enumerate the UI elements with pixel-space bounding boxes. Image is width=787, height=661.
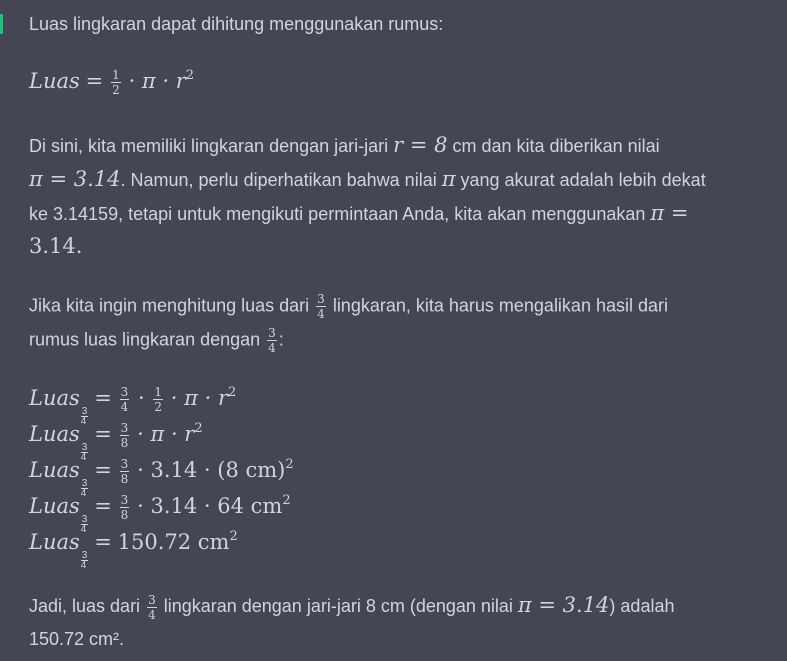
- para3-line1: [29, 293, 668, 320]
- conclusion-line2: 150.72 cm².: [29, 629, 125, 649]
- sub-num: 3: [81, 514, 88, 525]
- frac-num: 3: [120, 384, 129, 399]
- frac-den: 8: [120, 471, 129, 486]
- eq-exponent: 2: [194, 421, 203, 436]
- intro-text: Luas lingkaran dapat dihitung menggunakan rumus:: [29, 14, 444, 34]
- frac-num: 1: [154, 384, 162, 399]
- para2-line3: [29, 201, 689, 226]
- eq-equals: =: [94, 386, 112, 410]
- math-r: r = 8: [393, 133, 448, 157]
- text: cm dan kita diberikan nilai: [447, 136, 660, 156]
- eq-lhs: Luas: [29, 386, 80, 410]
- formula-area: [29, 68, 194, 96]
- eq-exponent: 2: [229, 529, 238, 544]
- sub-num: 3: [81, 478, 88, 489]
- eq-rest: · 3.14 · 64 cm: [137, 494, 283, 518]
- sub-num: 3: [81, 406, 88, 417]
- text: Di sini, kita memiliki lingkaran dengan jari-jari: [29, 136, 394, 156]
- para2-line1: [29, 133, 660, 158]
- text: ) adalah: [609, 596, 675, 616]
- eq-lhs: Luas: [29, 530, 80, 554]
- frac-den: 2: [154, 399, 162, 414]
- equation-row-3: [29, 457, 294, 498]
- eq-equals: =: [94, 458, 112, 482]
- text: lingkaran, kita harus mengalikan hasil dari: [327, 295, 668, 316]
- frac-num: 1: [112, 67, 120, 82]
- text: . Namun, perlu diperhatikan bahwa nilai: [120, 170, 442, 190]
- eq-equals: =: [94, 530, 112, 554]
- frac-den: 8: [120, 507, 129, 522]
- frac-num: 3: [317, 292, 325, 306]
- eq-lhs: Luas: [29, 422, 80, 446]
- frac-num: 3: [120, 492, 129, 507]
- eq-subscript: [81, 551, 89, 570]
- text: :: [278, 329, 284, 350]
- fraction-half: [111, 69, 121, 96]
- eq-equals: =: [94, 494, 112, 518]
- text: rumus luas lingkaran dengan: [29, 329, 266, 350]
- formula-exponent: 2: [185, 68, 195, 83]
- text: Jika kita ingin menghitung luas dari: [29, 295, 315, 316]
- frac-den: 4: [268, 341, 276, 355]
- eq-frac: [120, 494, 130, 521]
- eq-frac: [120, 386, 130, 413]
- equation-row-1: Luas $\frac{3}{4}$ = $\frac{3}{4}$ · $\frac{1}{2}$ · $\pi \cdot r^2$: [29, 384, 237, 427]
- frac-den: 4: [317, 307, 325, 321]
- conclusion-line1: [29, 593, 674, 621]
- frac-den: 8: [120, 435, 129, 450]
- message-accent-bar: [0, 14, 3, 34]
- eq-equals: =: [94, 422, 112, 446]
- equation-row-5: [29, 529, 238, 570]
- math-pi-eq: π =: [650, 201, 689, 225]
- text: lingkaran dengan jari-jari 8 cm (dengan nilai: [158, 596, 518, 616]
- fraction-three-quarters: [316, 293, 326, 320]
- equation-row-2: [29, 421, 203, 462]
- eq-lhs: Luas: [29, 458, 80, 482]
- equation-row-4: [29, 493, 291, 534]
- frac-num: 3: [148, 592, 156, 607]
- frac-den: 4: [148, 607, 156, 622]
- formula-lhs: Luas: [29, 69, 80, 93]
- formula-equals: =: [85, 69, 104, 93]
- para2-line4: [29, 234, 82, 259]
- frac-num: 3: [120, 420, 129, 435]
- frac-num: 3: [268, 326, 276, 340]
- fraction-three-quarters: [267, 327, 277, 354]
- eq-frac: [120, 422, 130, 449]
- sub-num: 3: [81, 550, 88, 561]
- fraction-three-quarters: [147, 594, 157, 621]
- eq-exponent: 2: [285, 457, 294, 472]
- sub-den: 4: [80, 416, 87, 427]
- frac-den: 2: [112, 82, 120, 97]
- eq-rest: 150.72 cm: [117, 530, 230, 554]
- sub-den: 4: [80, 452, 87, 463]
- eq-exponent: 2: [228, 385, 237, 400]
- text: yang akurat adalah lebih dekat: [455, 170, 706, 190]
- sub-den: 4: [80, 560, 87, 571]
- sub-num: 3: [81, 442, 88, 453]
- eq-rest: · 3.14 · (8 cm): [137, 458, 286, 482]
- sub-den: 4: [80, 524, 87, 535]
- formula-rest: · π · r: [128, 69, 186, 93]
- eq-lhs: Luas: [29, 494, 80, 518]
- eq-rest: · π · r: [137, 422, 195, 446]
- frac-num: 3: [120, 456, 129, 471]
- sub-den: 4: [80, 488, 87, 499]
- para3-line2: [29, 327, 284, 354]
- math-pi: π: [441, 167, 456, 191]
- text: ke 3.14159, tetapi untuk mengikuti permintaan Anda, kita akan menggunakan: [29, 204, 651, 224]
- eq-frac: [120, 458, 130, 485]
- eq-exponent: 2: [282, 493, 291, 508]
- eq-frac: [153, 386, 163, 413]
- math-pi-value: π = 3.14: [29, 167, 121, 191]
- eq-rest: · π · r: [170, 386, 229, 410]
- text: Jadi, luas dari: [29, 596, 146, 616]
- frac-den: 4: [120, 399, 129, 414]
- math-pi-value: π = 3.14: [517, 593, 610, 617]
- para2-line2: [29, 167, 706, 192]
- math-value: 3.14.: [29, 234, 83, 258]
